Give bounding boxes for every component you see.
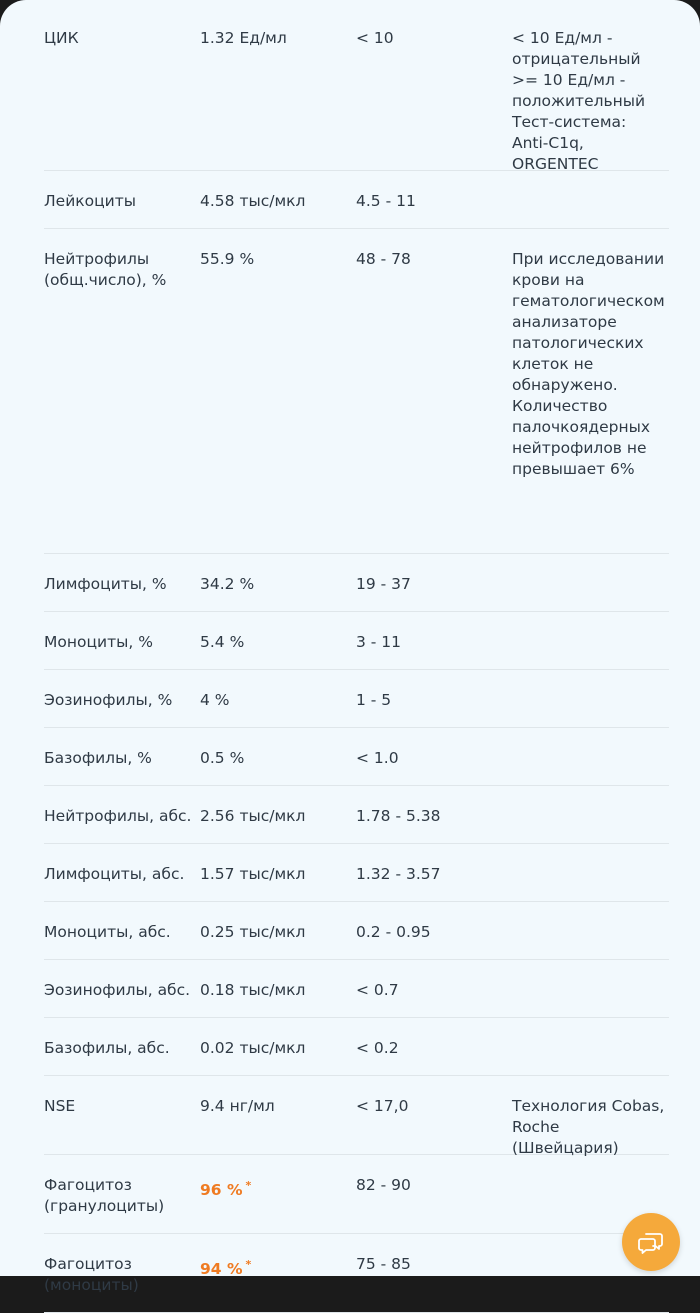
test-name: Нейтрофилы, абс. — [44, 807, 192, 825]
abnormal-value: 94 % — [200, 1260, 243, 1278]
test-name: Эозинофилы, абс. — [44, 981, 191, 999]
test-value: 4 % — [200, 691, 230, 709]
chat-bubbles-icon — [637, 1228, 665, 1256]
test-name: Фагоцитоз (гранулоциты) — [44, 1176, 165, 1215]
test-value: 34.2 % — [200, 575, 255, 593]
abnormal-marker: * — [245, 1258, 252, 1271]
test-value: 9.4 нг/мл — [200, 1097, 275, 1115]
reference-range: 82 - 90 — [356, 1176, 411, 1194]
table-row — [44, 844, 669, 902]
table-row — [44, 786, 669, 844]
reference-range: < 10 — [356, 29, 394, 47]
reference-range: < 0.2 — [356, 1039, 399, 1057]
abnormal-marker: * — [245, 1179, 252, 1192]
reference-range: 3 - 11 — [356, 633, 402, 651]
chat-button[interactable] — [622, 1213, 680, 1271]
test-value: 55.9 % — [200, 250, 255, 268]
table-row — [44, 171, 669, 229]
test-value: 1.57 тыс/мкл — [200, 865, 306, 883]
test-name: Лейкоциты — [44, 192, 137, 210]
test-note: < 10 Ед/мл - отрицательный >= 10 Ед/мл - положительный Тест-система: Anti-C1q, ORGENTEC — [512, 29, 646, 173]
table-row — [44, 229, 669, 554]
test-value: 5.4 % — [200, 633, 245, 651]
test-name: Эозинофилы, % — [44, 691, 173, 709]
test-value: 0.02 тыс/мкл — [200, 1039, 306, 1057]
reference-range: 75 - 85 — [356, 1255, 411, 1273]
reference-range: < 17,0 — [356, 1097, 409, 1115]
test-name: Нейтрофилы (общ.число), % — [44, 250, 167, 289]
test-name: Лимфоциты, абс. — [44, 865, 185, 883]
table-row — [44, 554, 669, 612]
test-note: Технология Cobas, Roche (Швейцария) — [512, 1097, 665, 1157]
test-value: 0.18 тыс/мкл — [200, 981, 306, 999]
table-row — [44, 1076, 669, 1155]
abnormal-value: 96 % — [200, 1181, 243, 1199]
test-name: Моноциты, % — [44, 633, 153, 651]
reference-range: 1.32 - 3.57 — [356, 865, 441, 883]
table-row — [44, 8, 669, 171]
table-row — [44, 670, 669, 728]
reference-range: 1 - 5 — [356, 691, 392, 709]
test-value: 2.56 тыс/мкл — [200, 807, 306, 825]
results-table — [44, 8, 669, 1313]
test-name: Фагоцитоз (моноциты) — [44, 1255, 139, 1294]
table-row — [44, 902, 669, 960]
test-name: Базофилы, абс. — [44, 1039, 170, 1057]
table-row — [44, 728, 669, 786]
test-note: При исследовании крови на гематологическом анализаторе патологических клеток не обнаружено. Количество палочкоядерных нейтрофилов не превышает 6% — [512, 250, 665, 478]
test-value — [200, 1175, 350, 1201]
test-value: 0.5 % — [200, 749, 245, 767]
table-row — [44, 1018, 669, 1076]
test-value: 1.32 Ед/мл — [200, 29, 287, 47]
test-name: Базофилы, % — [44, 749, 152, 767]
test-name: Моноциты, абс. — [44, 923, 171, 941]
table-row — [44, 612, 669, 670]
reference-range: 48 - 78 — [356, 250, 411, 268]
table-row — [44, 1234, 669, 1313]
reference-range: 19 - 37 — [356, 575, 411, 593]
test-value: 4.58 тыс/мкл — [200, 192, 306, 210]
test-name: Лимфоциты, % — [44, 575, 167, 593]
reference-range: < 1.0 — [356, 749, 399, 767]
test-value: 0.25 тыс/мкл — [200, 923, 306, 941]
test-name: ЦИК — [44, 29, 79, 47]
table-row — [44, 960, 669, 1018]
test-name: NSE — [44, 1097, 76, 1115]
reference-range: 4.5 - 11 — [356, 192, 416, 210]
reference-range: 1.78 - 5.38 — [356, 807, 441, 825]
reference-range: 0.2 - 0.95 — [356, 923, 431, 941]
table-row — [44, 1155, 669, 1234]
reference-range: < 0.7 — [356, 981, 399, 999]
test-value — [200, 1254, 350, 1280]
